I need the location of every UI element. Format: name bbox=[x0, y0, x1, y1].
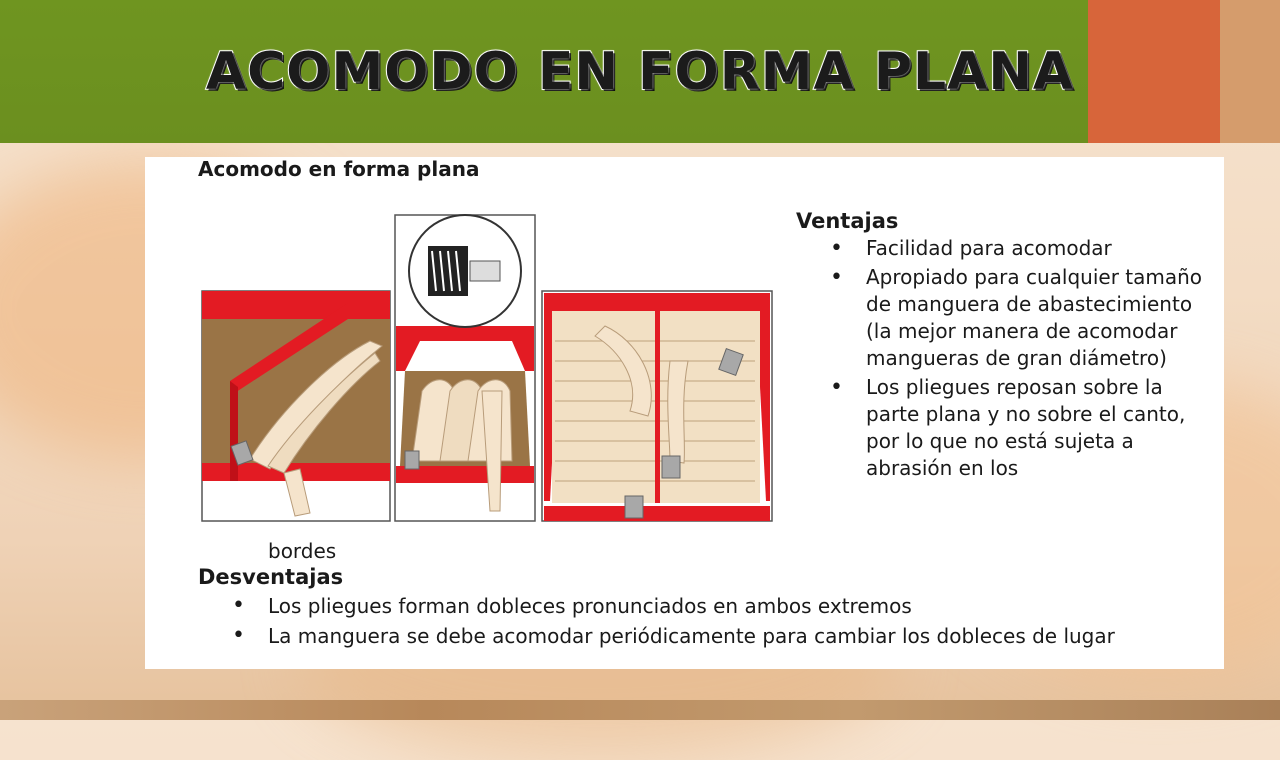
advantages-section bbox=[796, 209, 1206, 484]
list-item: • Los pliegues reposan sobre la parte plana y no sobre el canto, por lo que no está sujeta a abrasión en los bbox=[796, 374, 1206, 482]
advantages-title: Ventajas bbox=[796, 209, 899, 233]
list-item: • Apropiado para cualquier tamaño de manguera de abastecimiento (la mejor manera de acomodar mangueras de gran diámetro) bbox=[796, 264, 1206, 372]
list-item: • Facilidad para acomodar bbox=[796, 235, 1206, 262]
hose-bed-illustration bbox=[200, 211, 780, 526]
content-card bbox=[145, 157, 1224, 669]
panel-middle bbox=[395, 215, 535, 521]
bottom-decoration bbox=[0, 700, 1280, 720]
list-item: • Los pliegues forman dobleces pronunciados en ambos extremos bbox=[198, 591, 1115, 621]
list-item: • La manguera se debe acomodar periódicamente para cambiar los dobleces de lugar bbox=[198, 621, 1115, 651]
panel-right bbox=[542, 291, 772, 521]
advantages-list bbox=[796, 235, 1206, 482]
disadvantages-list bbox=[198, 591, 1115, 651]
disadvantages-title: Desventajas bbox=[198, 565, 344, 589]
panel-left bbox=[202, 291, 390, 521]
slide-title: ACOMODO EN FORMA PLANA bbox=[205, 42, 1075, 102]
continuation-text: bordes bbox=[268, 539, 337, 563]
disadvantages-section bbox=[198, 565, 1115, 651]
section-heading: Acomodo en forma plana bbox=[198, 157, 480, 181]
